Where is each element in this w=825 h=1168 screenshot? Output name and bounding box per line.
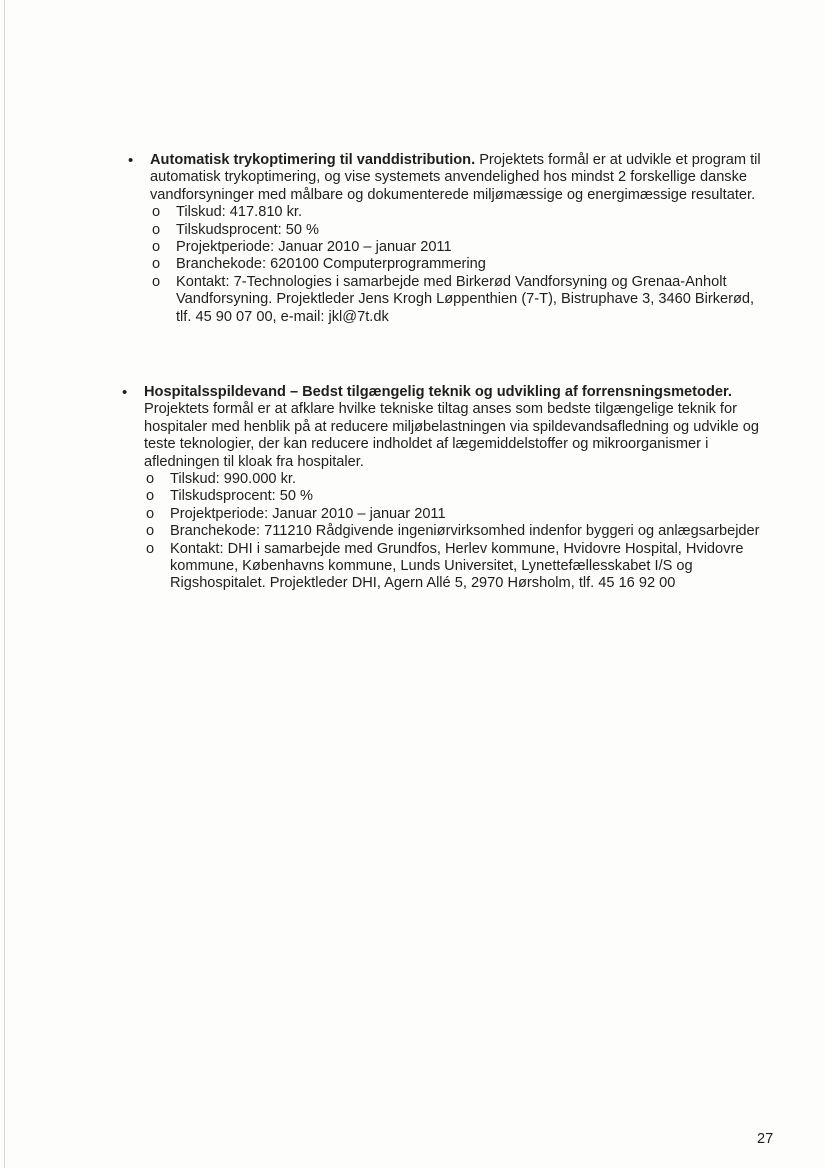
detail-text: Tilskudsprocent: 50 % xyxy=(176,221,320,238)
project-title: Hospitalsspildevand – Bedst tilgængelig teknik og udvikling af forrensningsmetoder. xyxy=(144,384,732,400)
project-body xyxy=(150,152,768,204)
page-number: 27 xyxy=(757,1131,774,1147)
detail-item-period xyxy=(146,506,782,523)
detail-text: Kontakt: 7-Technologies i samarbejde med Birkerød Vandforsyning og Grenaa-Anholt Vandforsyning. Projektleder Jens Krogh Løppenthien (7-T), Bistruphave 3, 3460 Birkerød, tlf. 45 90 07 00, e-mail: jkl@7t.dk xyxy=(176,273,755,325)
detail-item-grant xyxy=(152,204,768,221)
project-description: Projektets formål er at udvikle et program til automatisk trykoptimering, og vise systemets anvendelighed hos mindst 2 forskellige danske vandforsyninger med målbare og dokumenterede miljømæssige og energimæssige resultater. xyxy=(150,152,761,203)
detail-text: Tilskudsprocent: 50 % xyxy=(170,488,314,505)
detail-text: Branchekode: 620100 Computerprogrammering xyxy=(176,256,486,273)
page-edge-line xyxy=(4,0,5,1168)
list-marker: o xyxy=(152,256,161,273)
detail-text: Projektperiode: Januar 2010 – januar 2011 xyxy=(170,505,446,522)
list-marker: o xyxy=(146,540,155,557)
detail-text: Projektperiode: Januar 2010 – januar 2011 xyxy=(176,239,452,256)
project-entry xyxy=(122,384,782,593)
detail-item-period xyxy=(152,239,768,256)
list-marker: o xyxy=(146,505,155,522)
detail-item-industry-code xyxy=(152,256,768,273)
project-title: Automatisk trykoptimering til vanddistribution. xyxy=(150,152,476,168)
list-marker: o xyxy=(152,239,161,256)
bullet-marker: • xyxy=(122,384,128,401)
list-marker: o xyxy=(152,204,161,221)
project-details-list xyxy=(128,204,768,326)
detail-text: Tilskud: 990.000 kr. xyxy=(170,471,297,488)
list-marker: o xyxy=(146,471,155,488)
bullet-marker: • xyxy=(128,152,134,169)
detail-item-grant-percent xyxy=(146,488,782,505)
project-details-list xyxy=(122,471,782,593)
detail-item-industry-code xyxy=(146,523,782,540)
project-entry xyxy=(128,152,768,326)
list-marker: o xyxy=(146,523,155,540)
detail-text: Kontakt: DHI i samarbejde med Grundfos, Herlev kommune, Hvidovre Hospital, Hvidovre kommune, Københavns kommune, Lunds Universitet, Lynettefællesskabet I/S og Rigshospitalet. Projektleder DHI, Agern Allé 5, 2970 Hørsholm, tlf. 45 16 92 00 xyxy=(170,540,744,592)
detail-item-grant-percent xyxy=(152,222,768,239)
detail-text: Branchekode: 711210 Rådgivende ingeniørvirksomhed indenfor byggeri og anlægsarbejder xyxy=(170,523,760,540)
list-marker: o xyxy=(152,273,161,290)
detail-text: Tilskud: 417.810 kr. xyxy=(176,204,303,221)
list-marker: o xyxy=(146,488,155,505)
project-body xyxy=(144,384,782,471)
detail-item-contact xyxy=(152,274,768,326)
detail-item-grant xyxy=(146,471,782,488)
list-marker: o xyxy=(152,221,161,238)
project-description: Projektets formål er at afklare hvilke tekniske tiltag anses som bedste tilgængelige teknik for hospitaler med henblik på at reducere miljøbelastningen via spildevandsafledning og udvikle og teste teknologier, der kan reducere indholdet af lægemiddelstoffer og mikroorganismer i afledningen til kloak fra hospitaler. xyxy=(144,401,759,470)
detail-item-contact xyxy=(146,541,782,593)
